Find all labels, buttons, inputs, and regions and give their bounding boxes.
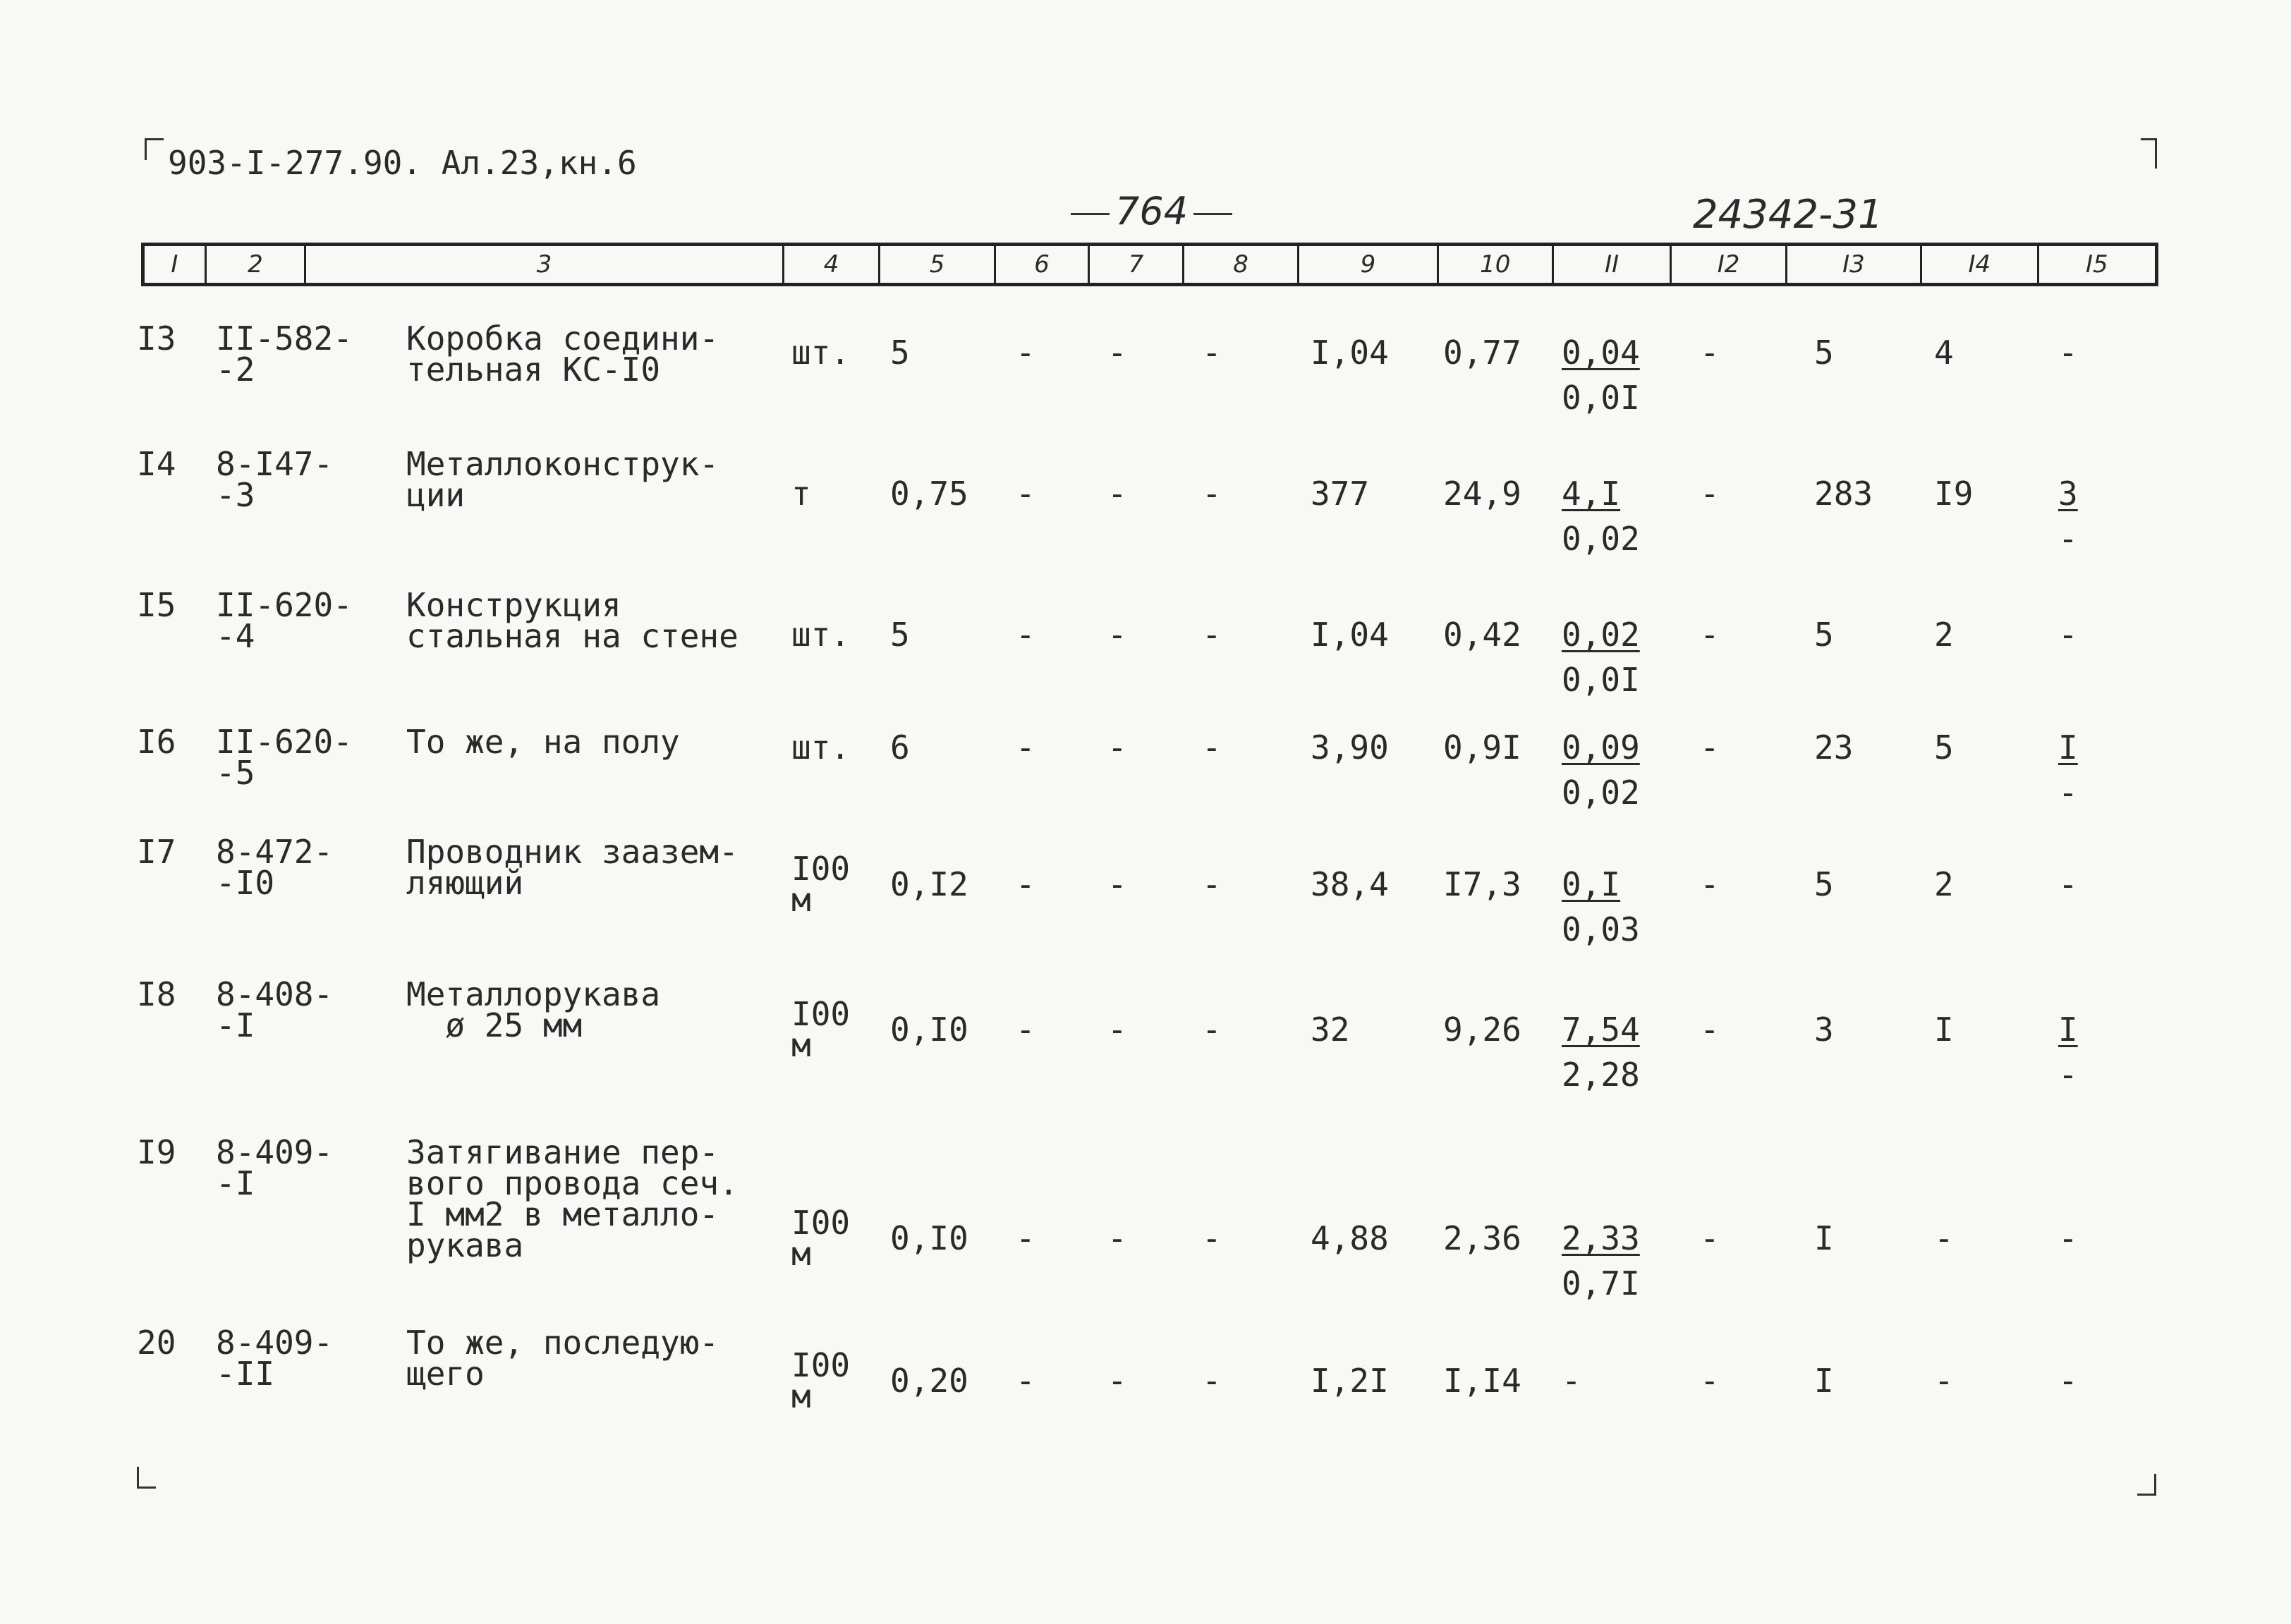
cell-c10: 2,36 xyxy=(1443,1219,1521,1257)
item-code: 8-I47- -3 xyxy=(216,445,334,514)
cell-c12: - xyxy=(1700,334,1720,372)
cell-c7: - xyxy=(1107,475,1127,513)
row-number: I6 xyxy=(137,723,176,761)
fraction-bottom: - xyxy=(2058,774,2078,812)
quantity: 5 xyxy=(890,616,910,654)
row-number: I5 xyxy=(137,586,176,624)
cell-c13: 5 xyxy=(1814,865,1834,903)
column-header: I3 xyxy=(1787,246,1922,283)
unit: шт. xyxy=(791,334,851,372)
cell-c12: - xyxy=(1700,1362,1720,1400)
item-name: Коробка соедини- тельная КС-I0 xyxy=(406,319,719,389)
cell-c12: - xyxy=(1700,1011,1720,1049)
fraction-top: 4,I xyxy=(1562,475,1621,513)
reference-number: 24342-31 xyxy=(1693,192,1883,238)
cell-c12: - xyxy=(1700,1219,1720,1257)
unit: шт. xyxy=(791,728,851,767)
cell-c14: 2 xyxy=(1934,616,1954,654)
cell-c14: 4 xyxy=(1934,334,1954,372)
column-header: II xyxy=(1554,246,1672,283)
quantity: 0,I0 xyxy=(890,1219,968,1257)
cell-c14: I9 xyxy=(1934,475,1974,513)
cell-c7: - xyxy=(1107,616,1127,654)
cell-c9: I,04 xyxy=(1311,616,1389,654)
column-header: I5 xyxy=(2085,250,2108,279)
cell-c6: - xyxy=(1016,1011,1035,1049)
row-number: I4 xyxy=(137,445,176,483)
cell-c6: - xyxy=(1016,616,1035,654)
row-number: 20 xyxy=(137,1324,176,1362)
unit: шт. xyxy=(791,616,851,654)
cell-c8: - xyxy=(1202,1362,1222,1400)
item-name: То же, на полу xyxy=(406,723,680,761)
cell-c10: 0,42 xyxy=(1443,616,1521,654)
column-header: 10 xyxy=(1439,246,1554,283)
column-header: 5 xyxy=(880,246,995,283)
cell-c10: 0,77 xyxy=(1443,334,1521,372)
fraction-bottom: - xyxy=(2058,520,2078,558)
frame-corner-top-right xyxy=(2141,138,2157,169)
cell-c10: 24,9 xyxy=(1443,475,1521,513)
item-name: Металлоконструк- ции xyxy=(406,445,719,514)
quantity: 6 xyxy=(890,728,910,767)
row-number: I8 xyxy=(137,975,176,1013)
unit: I00 м xyxy=(791,995,851,1064)
cell-c13: 23 xyxy=(1814,728,1854,767)
item-name: Затягивание пер- вого провода сеч. I мм2 в металло- рукава xyxy=(406,1133,739,1264)
cell-c15: - xyxy=(2058,1362,2078,1400)
quantity: 0,I2 xyxy=(890,865,968,903)
item-name: Конструкция стальная на стене xyxy=(406,586,739,655)
item-code: II-582- -2 xyxy=(216,319,353,389)
cell-c10: I7,3 xyxy=(1443,865,1521,903)
cell-c6: - xyxy=(1016,1362,1035,1400)
column-header: 2 xyxy=(207,246,307,283)
cell-c12: - xyxy=(1700,616,1720,654)
fraction-top: 0,09 xyxy=(1562,728,1640,767)
cell-c9: 38,4 xyxy=(1311,865,1389,903)
cell-c6: - xyxy=(1016,728,1035,767)
column-header: I xyxy=(145,246,207,283)
quantity: 0,I0 xyxy=(890,1011,968,1049)
column-header: 8 xyxy=(1184,246,1299,283)
cell-c15: - xyxy=(2058,616,2078,654)
fraction-top: 3 xyxy=(2058,475,2078,513)
cell-c8: - xyxy=(1202,616,1222,654)
cell-c12: - xyxy=(1700,728,1720,767)
cell-c8: - xyxy=(1202,1219,1222,1257)
column-header: 7 xyxy=(1090,246,1184,283)
cell-c6: - xyxy=(1016,475,1035,513)
cell-c8: - xyxy=(1202,475,1222,513)
fraction-top: 7,54 xyxy=(1562,1011,1640,1049)
fraction-bottom: 0,02 xyxy=(1562,520,1640,558)
column-header: 4 xyxy=(784,246,881,283)
cell-c7: - xyxy=(1107,865,1127,903)
cell-c13: 283 xyxy=(1814,475,1873,513)
cell-c10: 9,26 xyxy=(1443,1011,1521,1049)
unit: т xyxy=(791,475,811,513)
document-code: 903-I-277.90. Ал.23,кн.6 xyxy=(168,144,637,182)
cell-c9: I,2I xyxy=(1311,1362,1389,1400)
cell-c15: - xyxy=(2058,334,2078,372)
cell-c6: - xyxy=(1016,865,1035,903)
cell-c8: - xyxy=(1202,1011,1222,1049)
cell-c15: - xyxy=(2058,1219,2078,1257)
quantity: 0,20 xyxy=(890,1362,968,1400)
column-header-row xyxy=(141,243,2158,286)
item-name: Проводник заазем- ляющий xyxy=(406,833,739,902)
fraction-bottom: 0,02 xyxy=(1562,774,1640,812)
cell-c11: - xyxy=(1562,1362,1581,1400)
fraction-top: I xyxy=(2058,728,2078,767)
column-header: 9 xyxy=(1299,246,1438,283)
cell-c9: 32 xyxy=(1311,1011,1350,1049)
unit: I00 м xyxy=(791,1346,851,1415)
item-code: 8-472- -I0 xyxy=(216,833,334,902)
frame-corner-top-left xyxy=(145,138,164,160)
item-code: 8-408- -I xyxy=(216,975,334,1044)
item-code: 8-409- -I xyxy=(216,1133,334,1202)
item-code: II-620- -4 xyxy=(216,586,353,655)
quantity: 0,75 xyxy=(890,475,968,513)
row-number: I7 xyxy=(137,833,176,871)
cell-c14: - xyxy=(1934,1362,1954,1400)
cell-c13: I xyxy=(1814,1219,1834,1257)
item-code: 8-409- -II xyxy=(216,1324,334,1393)
cell-c8: - xyxy=(1202,728,1222,767)
item-code: II-620- -5 xyxy=(216,723,353,792)
cell-c8: - xyxy=(1202,865,1222,903)
cell-c9: 3,90 xyxy=(1311,728,1389,767)
fraction-bottom: 2,28 xyxy=(1562,1056,1640,1094)
cell-c14: 5 xyxy=(1934,728,1954,767)
fraction-bottom: 0,7I xyxy=(1562,1264,1640,1302)
cell-c7: - xyxy=(1107,1219,1127,1257)
cell-c12: - xyxy=(1700,865,1720,903)
cell-c9: I,04 xyxy=(1311,334,1389,372)
cell-c6: - xyxy=(1016,1219,1035,1257)
cell-c12: - xyxy=(1700,475,1720,513)
row-number: I3 xyxy=(137,319,176,358)
fraction-bottom: 0,0I xyxy=(1562,379,1640,417)
frame-corner-bottom-right xyxy=(2137,1474,2156,1496)
cell-c14: 2 xyxy=(1934,865,1954,903)
fraction-top: 0,I xyxy=(1562,865,1621,903)
cell-c6: - xyxy=(1016,334,1035,372)
cell-c15: - xyxy=(2058,865,2078,903)
cell-c14: I xyxy=(1934,1011,1954,1049)
fraction-top: 2,33 xyxy=(1562,1219,1640,1257)
cell-c14: - xyxy=(1934,1219,1954,1257)
cell-c10: I,I4 xyxy=(1443,1362,1521,1400)
fraction-top: I xyxy=(2058,1011,2078,1049)
cell-c9: 377 xyxy=(1311,475,1370,513)
cell-c10: 0,9I xyxy=(1443,728,1521,767)
cell-c13: 5 xyxy=(1814,616,1834,654)
fraction-top: 0,04 xyxy=(1562,334,1640,372)
page-number: 764 xyxy=(1065,189,1238,233)
cell-c13: 5 xyxy=(1814,334,1834,372)
item-name: То же, последую- щего xyxy=(406,1324,719,1393)
fraction-bottom: 0,03 xyxy=(1562,910,1640,948)
frame-corner-bottom-left xyxy=(137,1467,156,1489)
cell-c13: I xyxy=(1814,1362,1834,1400)
item-name: Металлорукава ø 25 мм xyxy=(406,975,661,1044)
cell-c7: - xyxy=(1107,728,1127,767)
unit: I00 м xyxy=(791,1204,851,1273)
cell-c8: - xyxy=(1202,334,1222,372)
fraction-bottom: 0,0I xyxy=(1562,661,1640,699)
cell-c7: - xyxy=(1107,1011,1127,1049)
column-header: I2 xyxy=(1672,246,1787,283)
row-number: I9 xyxy=(137,1133,176,1171)
quantity: 5 xyxy=(890,334,910,372)
unit: I00 м xyxy=(791,850,851,919)
fraction-bottom: - xyxy=(2058,1056,2078,1094)
column-header: 3 xyxy=(306,246,784,283)
cell-c7: - xyxy=(1107,1362,1127,1400)
cell-c7: - xyxy=(1107,334,1127,372)
column-header: I4 xyxy=(1922,246,2038,283)
cell-c9: 4,88 xyxy=(1311,1219,1389,1257)
fraction-top: 0,02 xyxy=(1562,616,1640,654)
cell-c13: 3 xyxy=(1814,1011,1834,1049)
column-header: 6 xyxy=(996,246,1090,283)
